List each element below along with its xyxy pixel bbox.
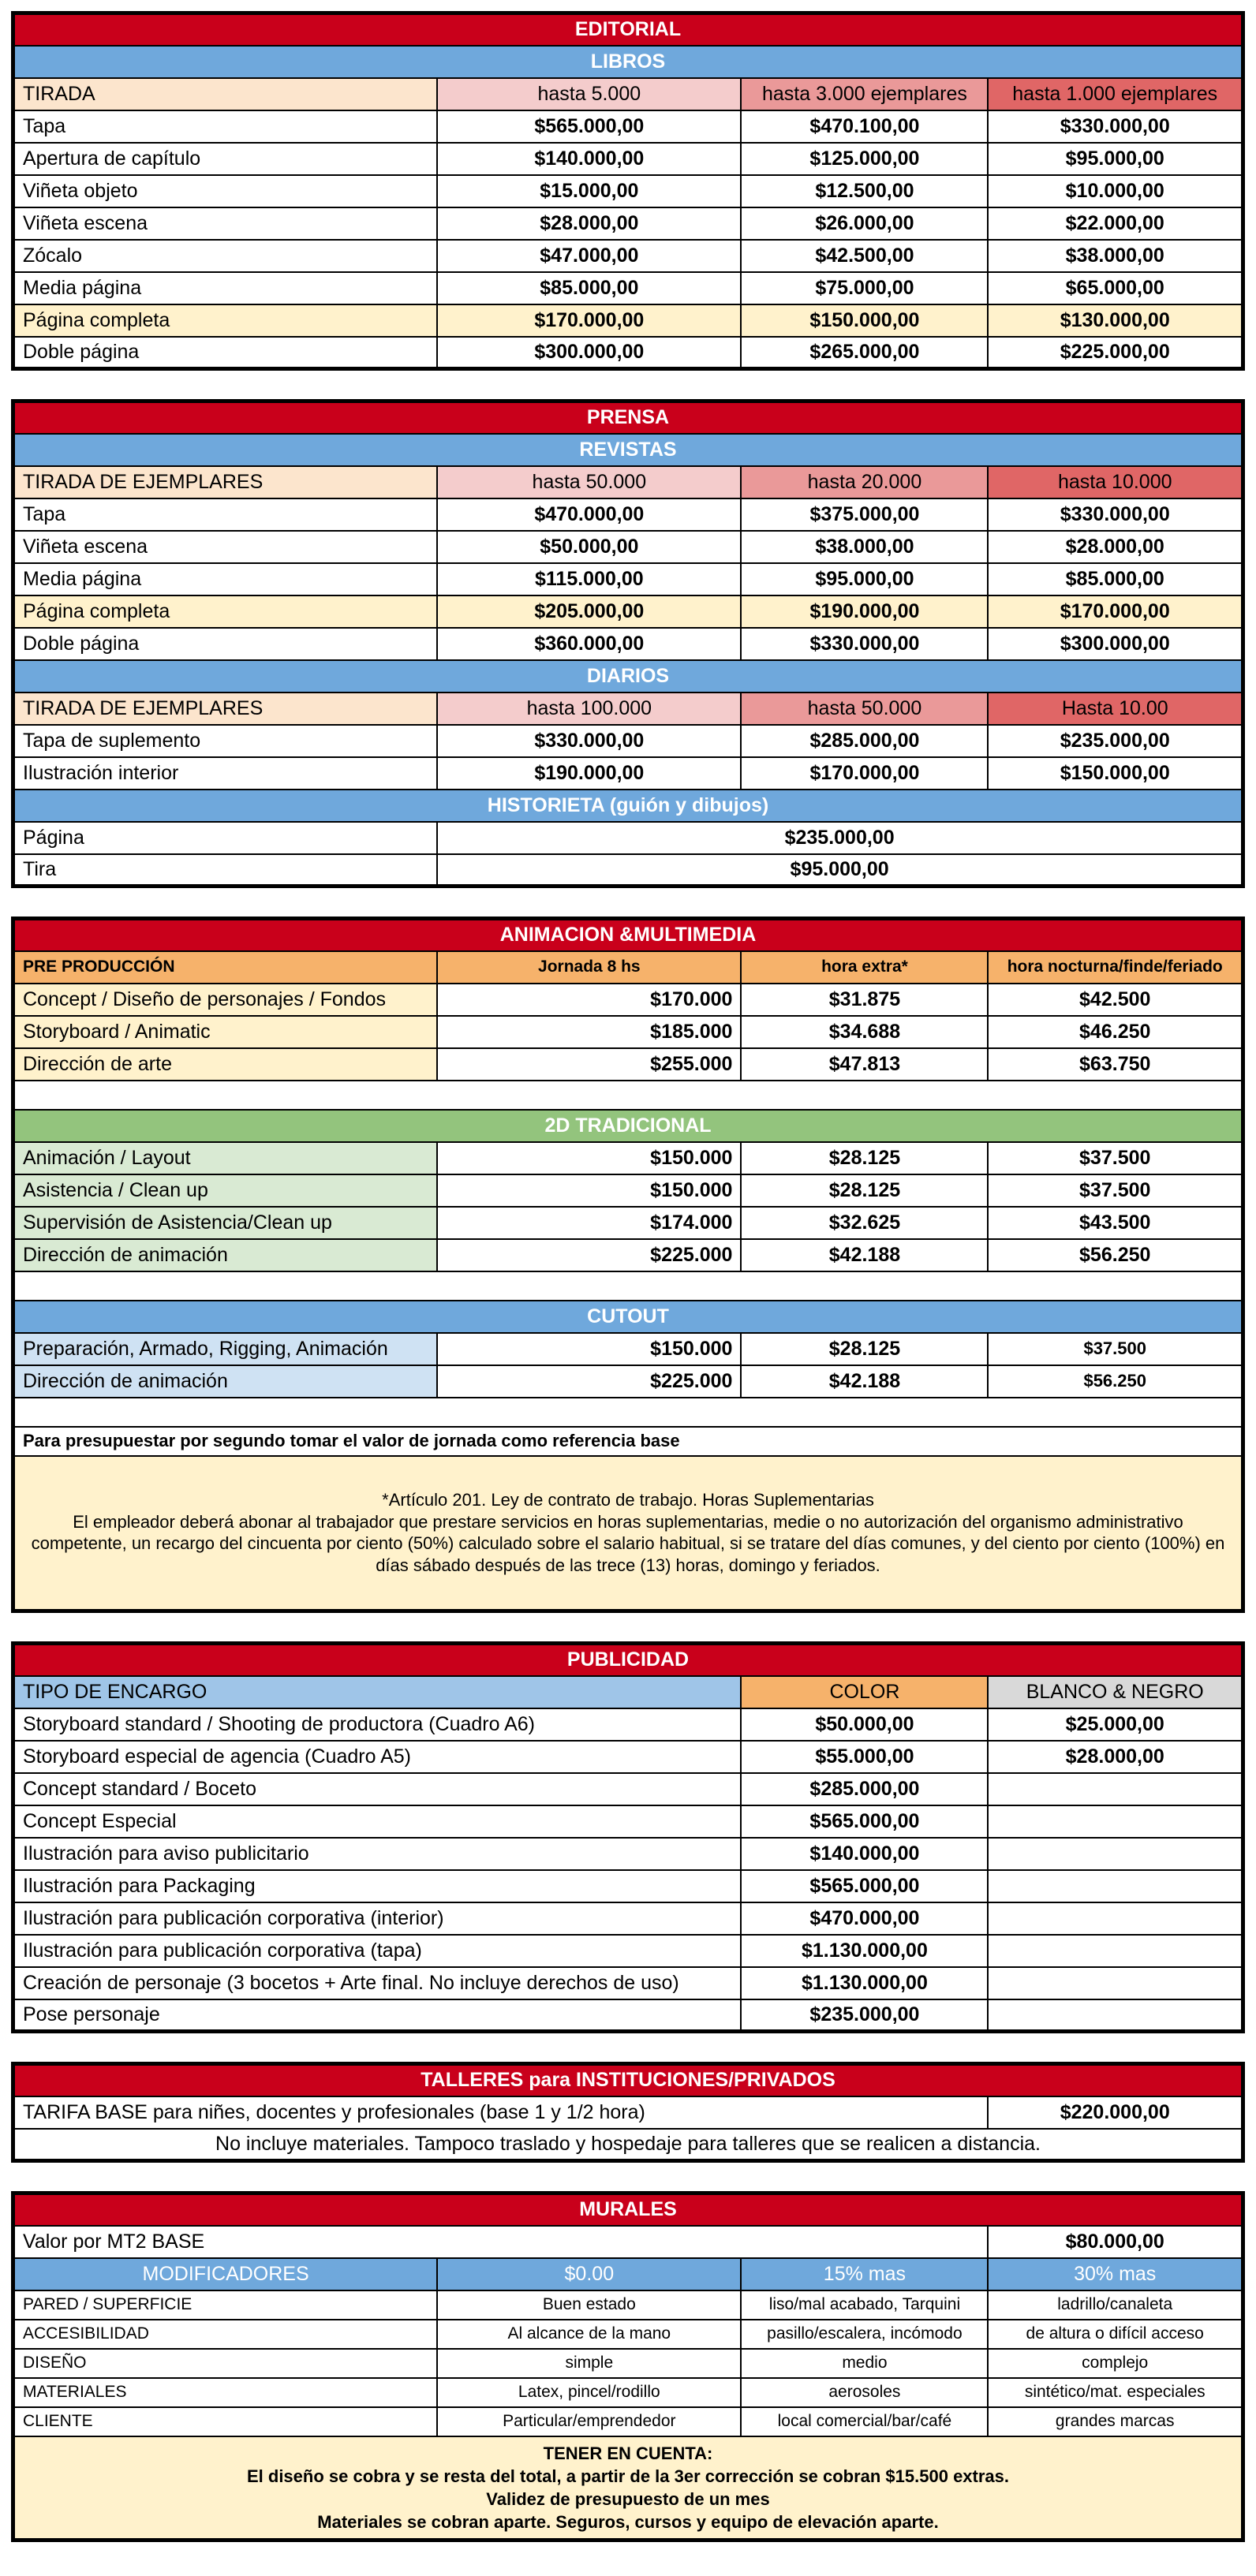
column-header: hasta 50.000 xyxy=(437,466,741,498)
table-row xyxy=(13,337,1243,369)
item-label: Doble página xyxy=(13,628,438,660)
price-cell: $300.000,00 xyxy=(437,337,741,369)
column-header: $0.00 xyxy=(437,2258,741,2290)
price-cell: $205.000,00 xyxy=(437,595,741,628)
price-cell: $28.000,00 xyxy=(437,207,741,240)
price-cell: $1.130.000,00 xyxy=(741,1935,988,1967)
price-cell: $150.000,00 xyxy=(741,304,988,337)
price-cell: $56.250 xyxy=(988,1239,1243,1271)
item-label: Media página xyxy=(13,563,438,595)
column-header: hora nocturna/finde/feriado xyxy=(988,951,1243,984)
table-row xyxy=(13,1967,1243,1999)
column-header: hasta 3.000 ejemplares xyxy=(741,78,988,110)
spacer xyxy=(13,1081,1243,1110)
price-cell: $22.000,00 xyxy=(988,207,1243,240)
table-row xyxy=(13,1207,1243,1239)
modifier-value: Particular/emprendedor xyxy=(437,2407,741,2436)
modifier-label: ACCESIBILIDAD xyxy=(13,2320,438,2349)
modifier-value: grandes marcas xyxy=(988,2407,1243,2436)
table-row xyxy=(13,531,1243,563)
price-cell: $28.000,00 xyxy=(988,1741,1243,1773)
item-label: Storyboard especial de agencia (Cuadro A5) xyxy=(13,1741,742,1773)
price-cell: $37.500 xyxy=(988,1142,1243,1174)
price-cell xyxy=(988,1902,1243,1935)
price-cell: $255.000 xyxy=(437,1048,741,1081)
price-cell: $565.000,00 xyxy=(437,110,741,143)
header-row xyxy=(13,2258,1243,2290)
table-row xyxy=(13,207,1243,240)
price-cell xyxy=(988,1967,1243,1999)
item-label: Media página xyxy=(13,272,438,304)
price-cell: $85.000,00 xyxy=(988,563,1243,595)
price-cell xyxy=(988,1999,1243,2032)
price-cell: $170.000,00 xyxy=(988,595,1243,628)
column-header: hasta 10.000 xyxy=(988,466,1243,498)
table-row xyxy=(13,1773,1243,1805)
table-row xyxy=(13,2096,1243,2129)
publicidad-table xyxy=(11,1641,1245,2033)
subsection-2d-tradicional: 2D TRADICIONAL xyxy=(13,1110,1243,1142)
item-label: Apertura de capítulo xyxy=(13,143,438,175)
section-title-murales-row xyxy=(13,2193,1243,2226)
price-cell: $50.000,00 xyxy=(437,531,741,563)
price-cell: $375.000,00 xyxy=(741,498,988,531)
modifier-value: aerosoles xyxy=(741,2378,988,2407)
item-label: Viñeta escena xyxy=(13,531,438,563)
table-row xyxy=(13,2290,1243,2320)
price-cell: $360.000,00 xyxy=(437,628,741,660)
price-cell: $150.000 xyxy=(437,1333,741,1365)
table-row xyxy=(13,822,1243,854)
note-row xyxy=(13,1456,1243,1611)
price-cell: $330.000,00 xyxy=(988,110,1243,143)
table-row xyxy=(13,757,1243,790)
price-cell: $300.000,00 xyxy=(988,628,1243,660)
column-header: MODIFICADORES xyxy=(13,2258,438,2290)
note-line: Materiales se cobran aparte. Seguros, cursos y equipo de elevación aparte. xyxy=(317,2511,939,2532)
article-title: *Artículo 201. Ley de contrato de trabajo. Horas Suplementarias xyxy=(382,1490,874,1510)
modifier-value: complejo xyxy=(988,2349,1243,2378)
header-row xyxy=(13,951,1243,984)
column-header: hasta 1.000 ejemplares xyxy=(988,78,1243,110)
column-header: TIRADA DE EJEMPLARES xyxy=(13,693,438,725)
price-cell: $31.875 xyxy=(741,984,988,1016)
table-row xyxy=(13,1365,1243,1398)
item-label: Ilustración para Packaging xyxy=(13,1870,742,1902)
price-cell xyxy=(988,1805,1243,1838)
item-label: Tapa xyxy=(13,110,438,143)
table-row xyxy=(13,2226,1243,2258)
price-cell: $56.250 xyxy=(988,1365,1243,1398)
price-cell: $26.000,00 xyxy=(741,207,988,240)
section-title-animacion: ANIMACION &MULTIMEDIA xyxy=(13,919,1243,951)
price-cell: $80.000,00 xyxy=(988,2226,1243,2258)
item-label: Ilustración para aviso publicitario xyxy=(13,1838,742,1870)
table-row xyxy=(13,563,1243,595)
header-row xyxy=(13,1676,1243,1708)
table-row xyxy=(13,628,1243,660)
subsection-revistas-row xyxy=(13,434,1243,466)
price-cell: $28.125 xyxy=(741,1142,988,1174)
price-cell: $185.000 xyxy=(437,1016,741,1048)
note-line: Validez de presupuesto de un mes xyxy=(486,2488,770,2509)
item-label: Viñeta escena xyxy=(13,207,438,240)
modifier-value: Al alcance de la mano xyxy=(437,2320,741,2349)
price-cell: $95.000,00 xyxy=(988,143,1243,175)
item-label: Valor por MT2 BASE xyxy=(13,2226,989,2258)
per-second-note: Para presupuestar por segundo tomar el valor de jornada como referencia base xyxy=(13,1427,1243,1456)
price-cell: $95.000,00 xyxy=(437,854,1243,887)
prensa-table xyxy=(11,399,1245,888)
table-row xyxy=(13,1174,1243,1207)
price-cell xyxy=(988,1870,1243,1902)
item-label: Viñeta objeto xyxy=(13,175,438,207)
price-cell: $140.000,00 xyxy=(741,1838,988,1870)
table-row xyxy=(13,854,1243,887)
price-cell: $43.500 xyxy=(988,1207,1243,1239)
price-cell: $28.125 xyxy=(741,1174,988,1207)
price-cell: $50.000,00 xyxy=(741,1708,988,1741)
item-label: Dirección de animación xyxy=(13,1365,438,1398)
column-header: TIRADA xyxy=(13,78,438,110)
table-row xyxy=(13,143,1243,175)
modifier-value: local comercial/bar/café xyxy=(741,2407,988,2436)
column-header: BLANCO & NEGRO xyxy=(988,1676,1243,1708)
price-cell: $115.000,00 xyxy=(437,563,741,595)
section-title-animacion-row xyxy=(13,919,1243,951)
table-row xyxy=(13,498,1243,531)
column-header: hora extra* xyxy=(741,951,988,984)
price-cell: $565.000,00 xyxy=(741,1805,988,1838)
table-row xyxy=(13,1239,1243,1271)
price-cell: $150.000 xyxy=(437,1142,741,1174)
section-title-murales: MURALES xyxy=(13,2193,1243,2226)
item-label: Tira xyxy=(13,854,438,887)
spacer-row xyxy=(13,1271,1243,1301)
price-cell: $235.000,00 xyxy=(988,725,1243,757)
item-label: Creación de personaje (3 bocetos + Arte final. No incluye derechos de uso) xyxy=(13,1967,742,1999)
price-cell: $37.500 xyxy=(988,1333,1243,1365)
price-cell: $190.000,00 xyxy=(437,757,741,790)
price-cell: $47.000,00 xyxy=(437,240,741,272)
item-label: Concept standard / Boceto xyxy=(13,1773,742,1805)
spacer-row xyxy=(13,1398,1243,1427)
subsection-revistas: REVISTAS xyxy=(13,434,1243,466)
table-row xyxy=(13,240,1243,272)
price-cell: $190.000,00 xyxy=(741,595,988,628)
subsection-libros: LIBROS xyxy=(13,46,1243,78)
header-row xyxy=(13,466,1243,498)
item-label: Ilustración para publicación corporativa (tapa) xyxy=(13,1935,742,1967)
murales-table xyxy=(11,2191,1245,2542)
note-line: TENER EN CUENTA: xyxy=(543,2443,713,2463)
price-cell: $42.188 xyxy=(741,1239,988,1271)
price-cell: $150.000,00 xyxy=(988,757,1243,790)
price-cell: $330.000,00 xyxy=(437,725,741,757)
murales-notes xyxy=(13,2436,1243,2541)
price-cell: $125.000,00 xyxy=(741,143,988,175)
table-row xyxy=(13,1838,1243,1870)
table-row xyxy=(13,1999,1243,2032)
subsection-cutout-row xyxy=(13,1301,1243,1333)
price-cell: $37.500 xyxy=(988,1174,1243,1207)
subsection-diarios-row xyxy=(13,660,1243,693)
modifier-value: medio xyxy=(741,2349,988,2378)
table-row xyxy=(13,1142,1243,1174)
price-cell: $12.500,00 xyxy=(741,175,988,207)
column-header: PRE PRODUCCIÓN xyxy=(13,951,438,984)
talleres-note-row xyxy=(13,2129,1243,2161)
table-row xyxy=(13,1708,1243,1741)
price-cell: $1.130.000,00 xyxy=(741,1967,988,1999)
note-row xyxy=(13,2436,1243,2541)
modifier-value: ladrillo/canaleta xyxy=(988,2290,1243,2320)
price-cell: $95.000,00 xyxy=(741,563,988,595)
column-header: COLOR xyxy=(741,1676,988,1708)
item-label: Página completa xyxy=(13,304,438,337)
price-cell: $170.000,00 xyxy=(741,757,988,790)
table-row xyxy=(13,725,1243,757)
item-label: Tapa xyxy=(13,498,438,531)
item-label: Preparación, Armado, Rigging, Animación xyxy=(13,1333,438,1365)
price-cell: $225.000 xyxy=(437,1239,741,1271)
column-header: hasta 100.000 xyxy=(437,693,741,725)
section-title-prensa: PRENSA xyxy=(13,401,1243,434)
modifier-value: sintético/mat. especiales xyxy=(988,2378,1243,2407)
price-cell: $38.000,00 xyxy=(741,531,988,563)
item-label: Animación / Layout xyxy=(13,1142,438,1174)
column-header: hasta 50.000 xyxy=(741,693,988,725)
price-cell: $140.000,00 xyxy=(437,143,741,175)
section-title-publicidad-row xyxy=(13,1644,1243,1676)
price-cell: $220.000,00 xyxy=(988,2096,1243,2129)
modifier-label: CLIENTE xyxy=(13,2407,438,2436)
price-cell: $235.000,00 xyxy=(437,822,1243,854)
modifier-value: simple xyxy=(437,2349,741,2378)
subsection-cutout: CUTOUT xyxy=(13,1301,1243,1333)
price-cell: $235.000,00 xyxy=(741,1999,988,2032)
modifier-value: de altura o difícil acceso xyxy=(988,2320,1243,2349)
price-cell: $63.750 xyxy=(988,1048,1243,1081)
item-label: Asistencia / Clean up xyxy=(13,1174,438,1207)
column-header: 15% mas xyxy=(741,2258,988,2290)
table-row xyxy=(13,1741,1243,1773)
column-header: TIPO DE ENCARGO xyxy=(13,1676,742,1708)
price-cell: $28.125 xyxy=(741,1333,988,1365)
table-row xyxy=(13,1016,1243,1048)
spacer xyxy=(13,1398,1243,1427)
price-cell: $170.000 xyxy=(437,984,741,1016)
animacion-table xyxy=(11,917,1245,1613)
item-label: Concept Especial xyxy=(13,1805,742,1838)
price-cell: $470.100,00 xyxy=(741,110,988,143)
spacer xyxy=(13,1271,1243,1301)
subsection-libros-row xyxy=(13,46,1243,78)
item-label: Zócalo xyxy=(13,240,438,272)
price-cell: $25.000,00 xyxy=(988,1708,1243,1741)
price-cell: $65.000,00 xyxy=(988,272,1243,304)
price-cell: $10.000,00 xyxy=(988,175,1243,207)
price-cell: $38.000,00 xyxy=(988,240,1243,272)
price-cell: $85.000,00 xyxy=(437,272,741,304)
price-cell: $330.000,00 xyxy=(741,628,988,660)
column-header: hasta 20.000 xyxy=(741,466,988,498)
price-cell: $46.250 xyxy=(988,1016,1243,1048)
price-cell: $32.625 xyxy=(741,1207,988,1239)
table-row xyxy=(13,175,1243,207)
price-cell: $225.000,00 xyxy=(988,337,1243,369)
note-line: El diseño se cobra y se resta del total, a partir de la 3er corrección se cobran $15.500 extras. xyxy=(246,2466,1010,2486)
talleres-note: No incluye materiales. Tampoco traslado y hospedaje para talleres que se realicen a distancia. xyxy=(13,2129,1243,2161)
section-title-editorial-row xyxy=(13,13,1243,46)
price-cell: $470.000,00 xyxy=(741,1902,988,1935)
item-label: Storyboard / Animatic xyxy=(13,1016,438,1048)
modifier-value: Buen estado xyxy=(437,2290,741,2320)
article-text: El empleador deberá abonar al trabajador que prestare servicios en horas suplementarias, medie o no autorización del organismo administrativo competente, un recargo del cincuenta por ciento (50%) calculado sobre el salario habitual, si se tratare del días comunes, y del ciento por ciento (100%) en días sábado después de las trece (13) horas, domingo y feriados. xyxy=(31,1511,1225,1575)
price-cell: $130.000,00 xyxy=(988,304,1243,337)
item-label: Página xyxy=(13,822,438,854)
price-cell: $330.000,00 xyxy=(988,498,1243,531)
table-row xyxy=(13,984,1243,1016)
price-cell xyxy=(988,1935,1243,1967)
item-label: TARIFA BASE para niñes, docentes y profesionales (base 1 y 1/2 hora) xyxy=(13,2096,989,2129)
item-label: Doble página xyxy=(13,337,438,369)
subsection-2d-tradicional-row xyxy=(13,1110,1243,1142)
item-label: Tapa de suplemento xyxy=(13,725,438,757)
column-header: 30% mas xyxy=(988,2258,1243,2290)
price-cell: $55.000,00 xyxy=(741,1741,988,1773)
price-cell: $42.500,00 xyxy=(741,240,988,272)
talleres-table xyxy=(11,2062,1245,2163)
modifier-value: liso/mal acabado, Tarquini xyxy=(741,2290,988,2320)
table-row xyxy=(13,595,1243,628)
item-label: Página completa xyxy=(13,595,438,628)
item-label: Ilustración interior xyxy=(13,757,438,790)
table-row xyxy=(13,2407,1243,2436)
item-label: Supervisión de Asistencia/Clean up xyxy=(13,1207,438,1239)
subsection-historieta: HISTORIETA (guión y dibujos) xyxy=(13,790,1243,822)
table-row xyxy=(13,1870,1243,1902)
column-header: Jornada 8 hs xyxy=(437,951,741,984)
table-row xyxy=(13,2349,1243,2378)
item-label: Pose personaje xyxy=(13,1999,742,2032)
modifier-label: DISEÑO xyxy=(13,2349,438,2378)
section-title-publicidad: PUBLICIDAD xyxy=(13,1644,1243,1676)
price-cell: $15.000,00 xyxy=(437,175,741,207)
table-row xyxy=(13,304,1243,337)
price-cell: $265.000,00 xyxy=(741,337,988,369)
table-row xyxy=(13,272,1243,304)
price-cell xyxy=(988,1773,1243,1805)
table-row xyxy=(13,2378,1243,2407)
column-header: TIRADA DE EJEMPLARES xyxy=(13,466,438,498)
article-201-note xyxy=(13,1456,1243,1611)
price-cell: $47.813 xyxy=(741,1048,988,1081)
item-label: Dirección de arte xyxy=(13,1048,438,1081)
header-row xyxy=(13,693,1243,725)
table-row xyxy=(13,1902,1243,1935)
price-cell: $28.000,00 xyxy=(988,531,1243,563)
column-header: hasta 5.000 xyxy=(437,78,741,110)
price-cell: $285.000,00 xyxy=(741,1773,988,1805)
per-second-note-row xyxy=(13,1427,1243,1456)
subsection-diarios: DIARIOS xyxy=(13,660,1243,693)
modifier-value: pasillo/escalera, incómodo xyxy=(741,2320,988,2349)
price-cell: $150.000 xyxy=(437,1174,741,1207)
price-cell: $75.000,00 xyxy=(741,272,988,304)
column-header: Hasta 10.00 xyxy=(988,693,1243,725)
spacer-row xyxy=(13,1081,1243,1110)
section-title-editorial: EDITORIAL xyxy=(13,13,1243,46)
price-cell: $170.000,00 xyxy=(437,304,741,337)
editorial-table xyxy=(11,11,1245,371)
modifier-label: PARED / SUPERFICIE xyxy=(13,2290,438,2320)
item-label: Dirección de animación xyxy=(13,1239,438,1271)
table-row xyxy=(13,1048,1243,1081)
price-cell: $285.000,00 xyxy=(741,725,988,757)
item-label: Ilustración para publicación corporativa (interior) xyxy=(13,1902,742,1935)
table-row xyxy=(13,1805,1243,1838)
section-title-prensa-row xyxy=(13,401,1243,434)
price-cell: $225.000 xyxy=(437,1365,741,1398)
price-cell xyxy=(988,1838,1243,1870)
table-row xyxy=(13,1333,1243,1365)
price-cell: $174.000 xyxy=(437,1207,741,1239)
price-cell: $42.188 xyxy=(741,1365,988,1398)
subsection-historieta-row xyxy=(13,790,1243,822)
section-title-talleres: TALLERES para INSTITUCIONES/PRIVADOS xyxy=(13,2064,1243,2096)
item-label: Concept / Diseño de personajes / Fondos xyxy=(13,984,438,1016)
price-cell: $470.000,00 xyxy=(437,498,741,531)
item-label: Storyboard standard / Shooting de productora (Cuadro A6) xyxy=(13,1708,742,1741)
price-cell: $34.688 xyxy=(741,1016,988,1048)
table-row xyxy=(13,1935,1243,1967)
section-title-talleres-row xyxy=(13,2064,1243,2096)
price-cell: $565.000,00 xyxy=(741,1870,988,1902)
table-row xyxy=(13,2320,1243,2349)
price-cell: $42.500 xyxy=(988,984,1243,1016)
modifier-label: MATERIALES xyxy=(13,2378,438,2407)
header-row xyxy=(13,78,1243,110)
modifier-value: Latex, pincel/rodillo xyxy=(437,2378,741,2407)
table-row xyxy=(13,110,1243,143)
